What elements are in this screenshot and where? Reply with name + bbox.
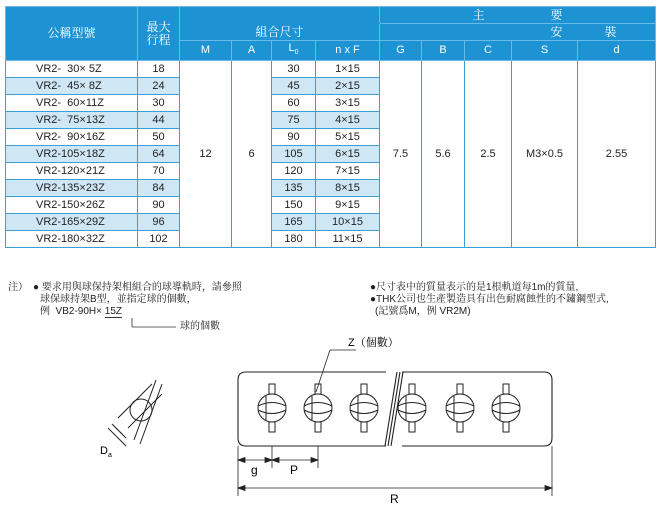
header-L0: $L_0$ [272, 41, 316, 61]
note-right-2: ●THK公司也生產製造具有出色耐腐蝕性的不鏽鋼型式, [370, 294, 609, 305]
cell-model: VR2-135×23Z [6, 180, 138, 197]
cell-S: M3×0.5 [512, 61, 578, 248]
cell-model: VR2-180×32Z [6, 231, 138, 248]
note-left-1: ● 要求用與球保持架相組合的球導軌時，請參照 [33, 282, 242, 293]
da-label: $D_a$ [100, 445, 112, 459]
cell-L0: 180 [272, 231, 316, 248]
cell-nxF: 8×15 [316, 180, 380, 197]
header-d: d [578, 41, 656, 61]
cell-model: VR2- 30× 5Z [6, 61, 138, 78]
header-model: 公稱型號 [6, 7, 138, 61]
cell-L0: 75 [272, 112, 316, 129]
cell-max-stroke: 44 [138, 112, 180, 129]
cell-model: VR2-120×21Z [6, 163, 138, 180]
header-install: 安 裝 [380, 24, 656, 41]
cell-nxF: 11×15 [316, 231, 380, 248]
ball-icon [350, 384, 378, 432]
note-left-2: 球保球持架B型，並指定球的個數， [40, 294, 197, 305]
cell-max-stroke: 96 [138, 214, 180, 231]
cell-nxF: 1×15 [316, 61, 380, 78]
cell-G: 7.5 [380, 61, 422, 248]
cell-L0: 60 [272, 95, 316, 112]
cell-L0: 45 [272, 78, 316, 95]
z-label: Z（個數） [348, 337, 399, 349]
ball-icon [398, 384, 426, 432]
ball-icon [304, 384, 332, 432]
cell-L0: 90 [272, 129, 316, 146]
cell-L0: 30 [272, 61, 316, 78]
cell-A: 6 [232, 61, 272, 248]
cell-L0: 135 [272, 180, 316, 197]
note-left-3: 例 VB2-90H× 15Z [40, 306, 122, 317]
cell-nxF: 9×15 [316, 197, 380, 214]
cell-model: VR2- 45× 8Z [6, 78, 138, 95]
cell-nxF: 3×15 [316, 95, 380, 112]
header-S: S [512, 41, 578, 61]
cell-max-stroke: 50 [138, 129, 180, 146]
ball-group [258, 384, 520, 432]
cell-max-stroke: 84 [138, 180, 180, 197]
header-G: G [380, 41, 422, 61]
cell-max-stroke: 18 [138, 61, 180, 78]
cell-L0: 165 [272, 214, 316, 231]
example-ball-count: 15Z [104, 306, 122, 317]
cell-model: VR2-105×18Z [6, 146, 138, 163]
ball-count-label: 球的個數 [180, 321, 220, 332]
cell-nxF: 5×15 [316, 129, 380, 146]
cell-L0: 150 [272, 197, 316, 214]
cell-L0: 105 [272, 146, 316, 163]
header-A: A [232, 41, 272, 61]
retainer-plate [238, 372, 552, 446]
cell-max-stroke: 64 [138, 146, 180, 163]
cell-C: 2.5 [465, 61, 512, 248]
cell-nxF: 10×15 [316, 214, 380, 231]
dimension-lines [238, 446, 552, 496]
header-C: C [465, 41, 512, 61]
cell-model: VR2-150×26Z [6, 197, 138, 214]
cell-nxF: 7×15 [316, 163, 380, 180]
cell-max-stroke: 30 [138, 95, 180, 112]
note-right-1: ●尺寸表中的質量表示的是1根軌道每1m的質量, [370, 282, 579, 293]
cell-model: VR2- 75×13Z [6, 112, 138, 129]
notes-prefix: 注） [8, 282, 28, 293]
header-max-stroke: 最大 行程 [138, 7, 180, 61]
cell-nxF: 4×15 [316, 112, 380, 129]
cell-model: VR2- 90×16Z [6, 129, 138, 146]
cell-max-stroke: 70 [138, 163, 180, 180]
cell-max-stroke: 90 [138, 197, 180, 214]
cell-M: 12 [180, 61, 232, 248]
cell-nxF: 2×15 [316, 78, 380, 95]
ball-icon [492, 384, 520, 432]
cell-d: 2.55 [578, 61, 656, 248]
header-M: M [180, 41, 232, 61]
cell-B: 5.6 [422, 61, 465, 248]
cell-nxF: 6×15 [316, 146, 380, 163]
ball-icon [446, 384, 474, 432]
ball-icon [258, 384, 286, 432]
note-right-3: (記號爲M，例 VR2M) [375, 306, 471, 317]
header-combo: 組合尺寸 [180, 24, 380, 41]
cell-L0: 120 [272, 163, 316, 180]
header-B: B [422, 41, 465, 61]
cell-model: VR2-165×29Z [6, 214, 138, 231]
cell-model: VR2- 60×11Z [6, 95, 138, 112]
ball-detail-view [108, 380, 162, 446]
header-main: 主 要 [380, 7, 656, 24]
g-label: g [251, 463, 258, 477]
header-nxF: n x F [316, 41, 380, 61]
r-label: R [390, 492, 399, 506]
cell-max-stroke: 24 [138, 78, 180, 95]
cell-max-stroke: 102 [138, 231, 180, 248]
p-label: P [290, 463, 299, 477]
